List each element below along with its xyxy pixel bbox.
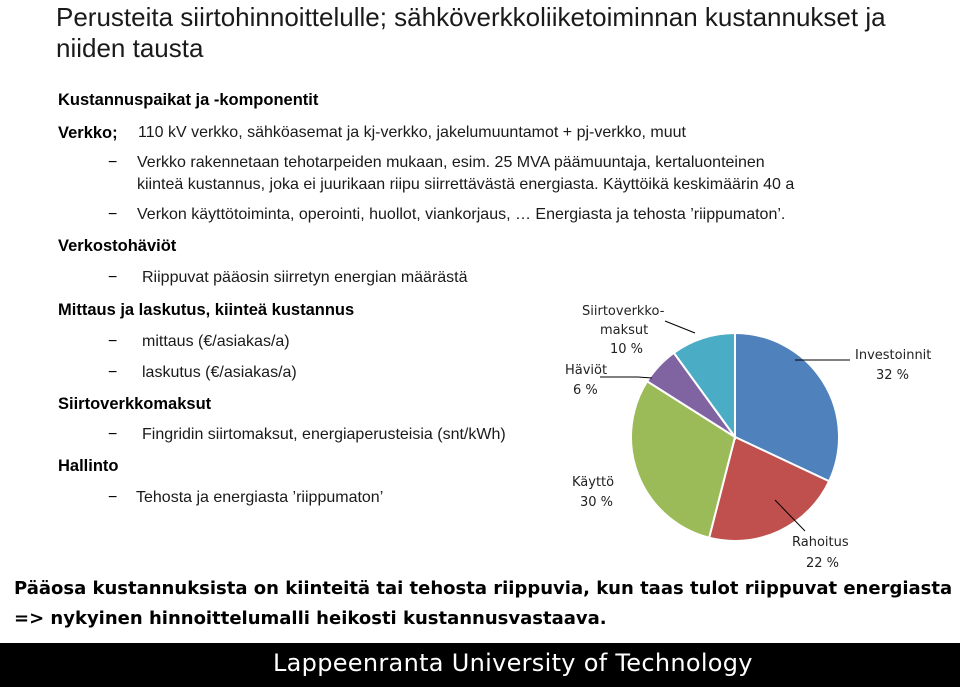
bullet-dash: − [108, 333, 118, 350]
verkko-text: 110 kV verkko, sähköasemat ja kj-verkko, jakelumuuntamot + pj-verkko, muut [138, 124, 686, 141]
verkko-label: Verkko; [58, 124, 118, 142]
bullet-dash: − [108, 206, 118, 223]
pie-label-rahoitus: Rahoitus [792, 535, 849, 550]
bullet-dash: − [108, 426, 118, 443]
verkostohaviot-bullet: Riippuvat pääosin siirretyn energian määrästä [142, 269, 468, 286]
verkko-bullet2: Verkon käyttötoiminta, operointi, huollot, viankorjaus, … Energiasta ja tehosta ’riippumaton’. [137, 206, 786, 223]
pie-value-rahoitus: 22 % [806, 556, 840, 571]
bullet-dash: − [108, 269, 118, 286]
mittaus-bullet1: mittaus (€/asiakas/a) [142, 333, 290, 350]
siirtoverkkomaksut-label: Siirtoverkkomaksut [58, 395, 212, 413]
bullet-dash: − [108, 489, 118, 506]
pie-value-haviot: 6 % [573, 383, 598, 398]
leader-line-siirtoverkkomaksut [665, 321, 695, 333]
pie-label-siirtoverkkomaksut: Siirtoverkko- [582, 304, 665, 319]
hallinto-bullet: Tehosta ja energiasta ’riippumaton’ [136, 489, 384, 506]
verkko-bullet1-line2: kiinteä kustannus, joka ei juurikaan riipu siirrettävästä energiasta. Käyttöikä keskimäärin 40 a [137, 176, 795, 193]
mittaus-bullet2: laskutus (€/asiakas/a) [142, 364, 297, 381]
verkko-bullet1-line1: Verkko rakennetaan tehotarpeiden mukaan, esim. 25 MVA päämuuntaja, kertaluonteinen [137, 154, 765, 171]
bullet-dash: − [108, 154, 118, 171]
section-heading: Kustannuspaikat ja -komponentit [58, 91, 319, 109]
leader-line-haviot [600, 377, 652, 378]
conclusion-line1: Pääosa kustannuksista on kiinteitä tai tehosta riippuvia, kun taas tulot riippuvat energiasta [14, 578, 953, 599]
pie-label-kaytto: Käyttö [572, 475, 615, 490]
bullet-dash: − [108, 364, 118, 381]
page-title: Perusteita siirtohinnoittelulle; sähköverkkoliiketoiminnan kustannukset ja niiden tausta [56, 2, 886, 63]
footer-university-name: Lappeenranta University of Technology [273, 649, 753, 677]
pie-label-investoinnit: Investoinnit [855, 348, 932, 363]
footer-bar [0, 643, 960, 687]
pie-value-investoinnit: 32 % [876, 368, 910, 383]
conclusion-line2: => nykyinen hinnoittelumalli heikosti kustannusvastaava. [14, 608, 607, 629]
siirtoverkkomaksut-bullet: Fingridin siirtomaksut, energiaperusteisia (snt/kWh) [142, 426, 506, 443]
mittaus-label: Mittaus ja laskutus, kiinteä kustannus [58, 301, 355, 319]
conclusion-text [14, 574, 954, 634]
pie-label-haviot: Häviöt [565, 363, 608, 378]
hallinto-label: Hallinto [58, 457, 119, 475]
verkostohaviot-label: Verkostohäviöt [58, 237, 177, 255]
pie-value-kaytto: 30 % [580, 495, 614, 510]
pie-value-siirtoverkkomaksut: 10 % [610, 342, 644, 357]
pie-label-siirtoverkkomaksut-line2: maksut [600, 323, 649, 338]
